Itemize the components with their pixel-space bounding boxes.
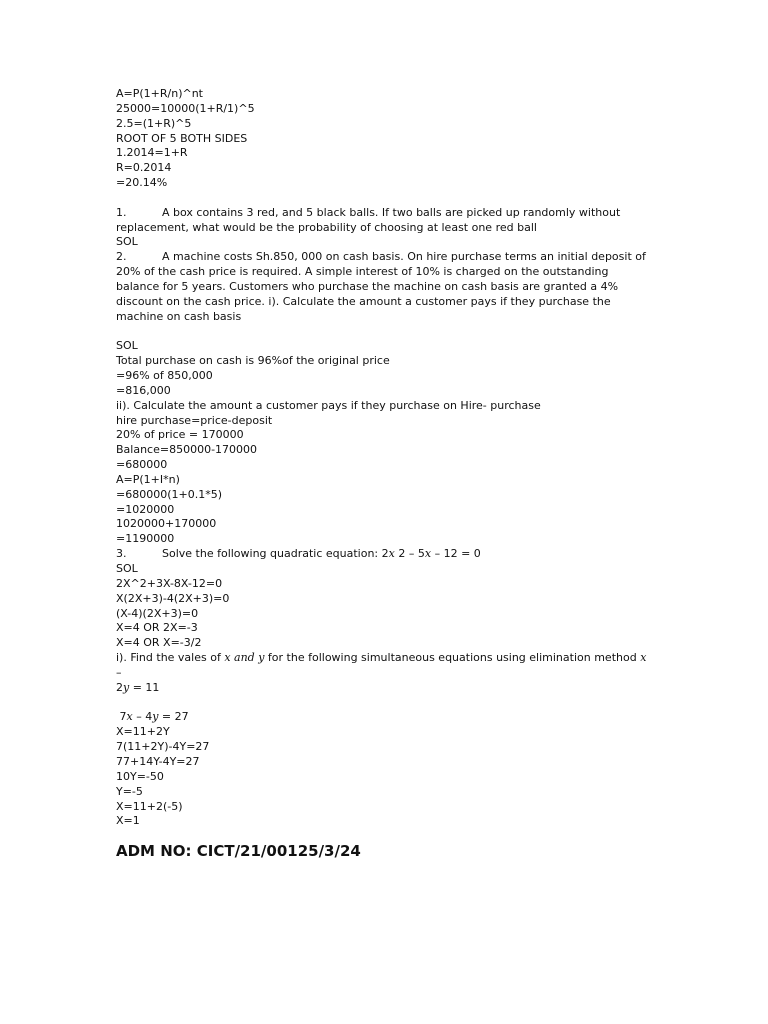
- question-number: 1.: [116, 205, 127, 219]
- text-line: 20% of price = 170000: [116, 428, 244, 442]
- math-variable: x: [126, 710, 133, 724]
- text-line: X=4 OR X=-3/2: [116, 636, 202, 650]
- compound-interest-working: [116, 87, 652, 191]
- math-variable: x: [640, 651, 647, 665]
- text-line: 2X^2+3X-8X-12=0: [116, 576, 223, 590]
- text-line: X=11+2(-5): [116, 799, 183, 813]
- question-number: 2.: [116, 250, 127, 264]
- text-line: 1020000+170000: [116, 517, 217, 531]
- question-text: 2 – 5: [394, 547, 425, 561]
- text-line: =680000(1+0.1*5): [116, 487, 222, 501]
- equation-text: – 4: [132, 710, 153, 724]
- question-2: [116, 250, 652, 324]
- document-page: [116, 87, 652, 861]
- text-line: Total purchase on cash is 96%of the original price: [116, 354, 390, 368]
- question-number: 3.: [116, 547, 127, 561]
- text-line: X=4 OR 2X=-3: [116, 621, 198, 635]
- question-text: –: [116, 665, 122, 679]
- text-line: X(2X+3)-4(2X+3)=0: [116, 591, 230, 605]
- simultaneous-working: [116, 725, 652, 829]
- text-line: =680000: [116, 458, 168, 472]
- equation-2: [116, 710, 652, 725]
- equation-text: = 27: [158, 710, 189, 724]
- text-line: (X-4)(2X+3)=0: [116, 606, 199, 620]
- question-text: 2: [116, 680, 123, 694]
- blank-line: [116, 191, 652, 206]
- text-line: ii). Calculate the amount a customer pays if they purchase on Hire- purchase: [116, 398, 541, 412]
- math-variable: y: [152, 710, 159, 724]
- text-line: A=P(1+R/n)^nt: [116, 87, 203, 100]
- text-line: 77+14Y-4Y=27: [116, 754, 200, 768]
- question-text: Solve the following quadratic equation: 2: [162, 547, 389, 561]
- text-line: X=11+2Y: [116, 725, 170, 739]
- question-1: [116, 206, 652, 236]
- text-line: A=P(1+I*n): [116, 472, 180, 486]
- hire-purchase-working: [116, 339, 652, 547]
- text-line: 7(11+2Y)-4Y=27: [116, 740, 210, 754]
- text-line: hire purchase=price-deposit: [116, 413, 273, 427]
- text-line: Balance=850000-170000: [116, 443, 258, 457]
- question-text: A machine costs Sh.850, 000 on cash basis. On hire purchase terms an initial deposit of 20% of the cash price is required. A simple interest of 10% is charged on the outstanding balance for 5 years. Customers who purchase the machine on cash basis are granted a 4% discount on the cash price. i). Calculate the amount a customer pays if they purchase the machine on cash basis: [116, 250, 646, 323]
- math-variable: x and y: [224, 651, 265, 665]
- text-line: SOL: [116, 562, 138, 575]
- text-line: SOL: [116, 339, 138, 353]
- text-line: =816,000: [116, 383, 171, 397]
- text-line: 10Y=-50: [116, 769, 164, 783]
- question-3: [116, 547, 652, 562]
- question-text: – 12 = 0: [431, 547, 481, 561]
- quadratic-working: [116, 562, 652, 651]
- text-line: 25000=10000(1+R/1)^5: [116, 101, 255, 115]
- question-text: i). Find the vales of: [116, 651, 225, 665]
- text-line: ROOT OF 5 BOTH SIDES: [116, 131, 248, 145]
- admission-number: ADM NO: CICT/21/00125/3/24: [116, 842, 361, 861]
- blank-line: [116, 325, 652, 340]
- math-variable: y: [123, 680, 130, 694]
- text-line: 2.5=(1+R)^5: [116, 116, 192, 130]
- text-line: X=1: [116, 814, 140, 828]
- text-line: =1020000: [116, 502, 175, 516]
- solution-label: SOL: [116, 235, 138, 249]
- text-line: R=0.2014: [116, 161, 172, 175]
- equation-text: 7: [119, 710, 127, 724]
- question-4: [116, 651, 652, 696]
- question-text: A box contains 3 red, and 5 black balls. If two balls are picked up randomly without replacement, what would be the probability of choosing at least one red ball: [116, 205, 621, 234]
- text-line: Y=-5: [116, 784, 143, 798]
- blank-line: [116, 696, 652, 711]
- question-text: = 11: [129, 680, 160, 694]
- question-text: for the following simultaneous equations using elimination method: [264, 651, 641, 665]
- text-line: 1.2014=1+R: [116, 146, 188, 160]
- math-variable: x: [424, 547, 432, 561]
- spacer: [116, 829, 652, 841]
- text-line: =20.14%: [116, 176, 168, 190]
- text-line: =96% of 850,000: [116, 369, 213, 383]
- text-line: =1190000: [116, 532, 175, 546]
- math-variable: x: [388, 547, 395, 561]
